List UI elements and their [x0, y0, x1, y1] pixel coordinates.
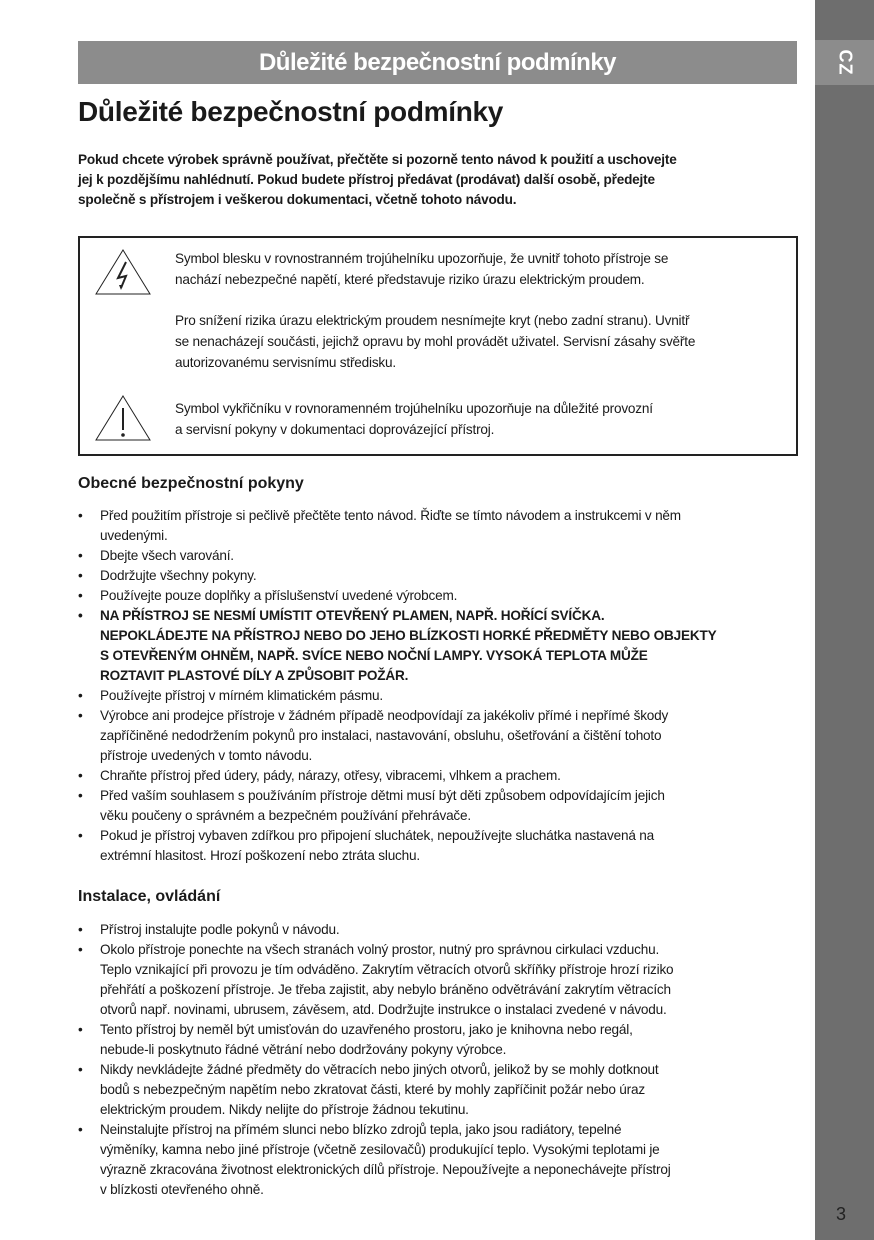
list-item: • Používejte přístroj v mírném klimatickém pásmu. [78, 686, 798, 706]
list-item: • Používejte pouze doplňky a příslušenství uvedené výrobcem. [78, 586, 798, 606]
list-item: • Chraňte přístroj před údery, pády, nárazy, otřesy, vibracemi, vlhkem a prachem. [78, 766, 798, 786]
install-list [78, 920, 798, 1200]
cover-text: Pro snížení rizika úrazu elektrickým proudem nesnímejte kryt (nebo zadní stranu). Uvnitř se nenacházejí součásti, jejichž opravu by mohl provádět uživatel. Servisní zásahy svěřte autorizovanému servisnímu středisku. [175, 313, 696, 370]
exclamation-warning-icon [94, 394, 152, 442]
lightning-warning-icon [94, 248, 152, 296]
list-item: • Neinstalujte přístroj na přímém slunci nebo blízko zdrojů tepla, jako jsou radiátory, tepelné výměníky, kamna nebo jiné přístroje (včetně zesilovačů) produkující teplo. Vysokými teplotami je výrazně zkracována životnost elektronických dílů přístroje. Nepoužívejte a neponechávejte přístroj v blízkosti otevřeného ohně. [78, 1120, 798, 1200]
list-item: • Pokud je přístroj vybaven zdířkou pro připojení sluchátek, nepoužívejte sluchátka nastavená na extrémní hlasitost. Hrozí poškození nebo ztráta sluchu. [78, 826, 798, 866]
list-item: • NA PŘÍSTROJ SE NESMÍ UMÍSTIT OTEVŘENÝ PLAMEN, NAPŘ. HOŘÍCÍ SVÍČKA. NEPOKLÁDEJTE NA PŘÍSTROJ NEBO DO JEHO BLÍZKOSTI HORKÉ PŘEDMĚTY NEBO OBJEKTY S OTEVŘENÝM OHNĚM, NAPŘ. SVÍCE NEBO NOČNÍ LAMPY. VYSOKÁ TEPLOTA MŮŽE ROZTAVIT PLASTOVÉ DÍLY A ZPŮSOBIT POŽÁR. [78, 606, 798, 686]
list-item: • Výrobce ani prodejce přístroje v žádném případě neodpovídají za jakékoliv přímé i nepřímé škody zapříčiněné nedodržením pokynů pro instalaci, nastavování, obsluhu, ošetřování a čištění tohoto přístroje uvedených v tomto návodu. [78, 706, 798, 766]
general-heading: Obecné bezpečnostní pokyny [78, 475, 304, 492]
exclamation-text: Symbol vykřičníku v rovnoramenném trojúhelníku upozorňuje na důležité provozní a servisní pokyny v dokumentaci doprovázející přístroj. [175, 401, 653, 437]
list-item: • Dodržujte všechny pokyny. [78, 566, 798, 586]
general-list [78, 506, 798, 866]
install-heading: Instalace, ovládání [78, 888, 221, 905]
language-tab [815, 40, 874, 85]
language-label: CZ [835, 49, 855, 76]
list-item: • Tento přístroj by neměl být umisťován do uzavřeného prostoru, jako je knihovna nebo regál, nebude-li poskytnuto řádné větrání nebo dodržovány pokyny výrobce. [78, 1020, 798, 1060]
list-item: • Před vaším souhlasem s používáním přístroje dětmi musí být děti způsobem odpovídajícím jejich věku poučeny o správném a bezpečném používání přehrávače. [78, 786, 798, 826]
page-number: 3 [836, 1204, 847, 1224]
lightning-text: Symbol blesku v rovnostranném trojúhelníku upozorňuje, že uvnitř tohoto přístroje se nachází nebezpečné napětí, které představuje riziko úrazu elektrickým proudem. [175, 251, 669, 287]
list-item: • Před použitím přístroje si pečlivě přečtěte tento návod. Řiďte se tímto návodem a instrukcemi v něm uvedenými. [78, 506, 798, 546]
sidebar [815, 0, 874, 1240]
list-item: • Nikdy nevkládejte žádné předměty do větracích nebo jiných otvorů, jelikož by se mohly dotknout bodů s nebezpečným napětím nebo zkratovat části, které by mohly zapříčinit požár nebo úraz elektrickým proudem. Nikdy nelijte do přístroje žádnou tekutinu. [78, 1060, 798, 1120]
intro-paragraph: Pokud chcete výrobek správně používat, přečtěte si pozorně tento návod k použití a uschovejte jej k pozdějšímu nahlédnutí. Pokud budete přístroj předávat (prodávat) další osobě, předejte společně s přístrojem i veškerou dokumentaci, včetně tohoto návodu. [78, 152, 677, 207]
warning-box [78, 236, 798, 456]
page-title: Důležité bezpečnostní podmínky [78, 96, 504, 127]
list-item: • Dbejte všech varování. [78, 546, 798, 566]
header-banner: Důležité bezpečnostní podmínky [78, 41, 797, 84]
list-item: • Přístroj instalujte podle pokynů v návodu. [78, 920, 798, 940]
list-item: • Okolo přístroje ponechte na všech stranách volný prostor, nutný pro správnou cirkulaci vzduchu. Teplo vznikající při provozu je tím odváděno. Zakrytím větracích otvorů skříňky přístroje hrozí riziko přehřátí a poškození přístroje. Je třeba zajistit, aby nebylo bráněno odvětrávání zakrytím větracích otvorů např. novinami, ubrusem, závěsem, atd. Dodržujte instrukce o instalaci zvedené v návodu. [78, 940, 798, 1020]
